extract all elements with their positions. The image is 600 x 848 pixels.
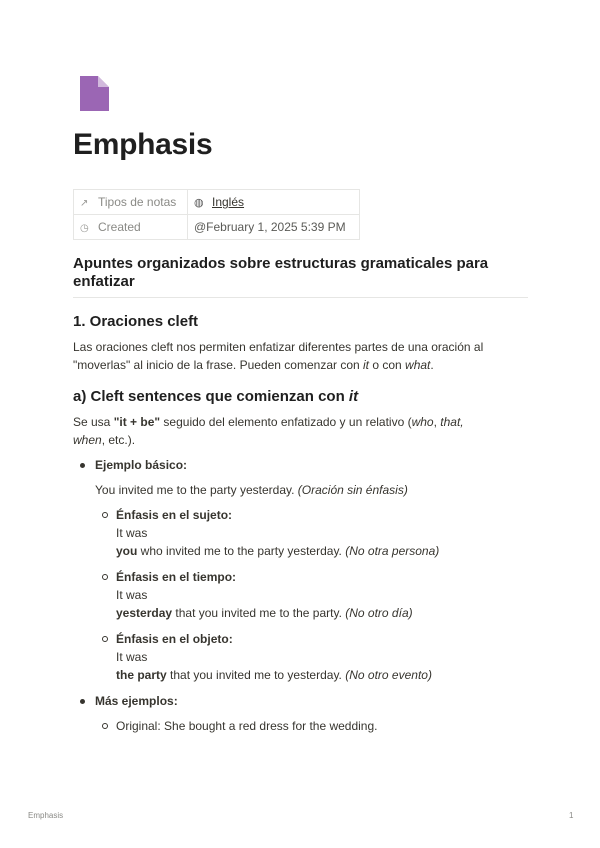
footer-title: Emphasis	[28, 811, 64, 820]
property-value[interactable]	[188, 190, 360, 215]
paragraph-line: when, etc.).	[73, 433, 136, 447]
divider	[73, 297, 528, 298]
arrow-up-right-icon: ↗	[80, 198, 89, 209]
property-value: @February 1, 2025 5:39 PM	[188, 215, 360, 240]
list-item: the party that you invited me to yesterday. (No otro evento)	[116, 668, 432, 682]
list-item-label: Ejemplo básico:	[95, 458, 188, 472]
list-item: you who invited me to the party yesterday. (No otra persona)	[116, 544, 440, 558]
list-item: It was	[116, 526, 148, 540]
paragraph-line: Las oraciones cleft nos permiten enfatizar diferentes partes de una oración al	[73, 340, 484, 354]
properties-table	[73, 189, 360, 240]
bullet	[102, 636, 108, 642]
paragraph-line: Se usa "it + be" seguido del elemento enfatizado y un relativo (who, that,	[73, 415, 464, 429]
bullet	[80, 699, 85, 704]
heading-cleft-it: a) Cleft sentences que comienzan con it	[73, 388, 359, 405]
list-item-label: Énfasis en el tiempo:	[116, 570, 237, 584]
heading-oraciones-cleft: 1. Oraciones cleft	[73, 313, 199, 330]
list-item: It was	[116, 650, 148, 664]
globe-icon: ◍	[194, 197, 204, 209]
page-title: Emphasis	[73, 128, 213, 161]
list-item: You invited me to the party yesterday. (Oración sin énfasis)	[95, 483, 408, 497]
list-item-label: Énfasis en el sujeto:	[116, 508, 233, 522]
tag-link[interactable]: Inglés	[212, 195, 245, 209]
list-item: yesterday that you invited me to the party. (No otro día)	[116, 606, 413, 620]
clock-icon: ◷	[80, 223, 89, 234]
list-item-label: Más ejemplos:	[95, 694, 178, 708]
document-icon	[80, 76, 109, 111]
bullet	[102, 723, 108, 729]
section-heading: Apuntes organizados sobre estructuras gramaticales para enfatizar	[73, 255, 489, 290]
bullet	[102, 574, 108, 580]
property-key: ◷ Created	[74, 215, 188, 240]
bullet	[80, 463, 85, 468]
property-key: ↗ Tipos de notas	[74, 190, 188, 215]
list-item: Original: She bought a red dress for the wedding.	[116, 719, 378, 733]
list-item: It was	[116, 588, 148, 602]
page-number: 1	[569, 811, 574, 820]
paragraph-line: "moverlas" al inicio de la frase. Pueden comenzar con it o con what.	[73, 358, 434, 372]
bullet	[102, 512, 108, 518]
list-item-label: Énfasis en el objeto:	[116, 632, 233, 646]
property-row	[74, 190, 360, 215]
property-row	[74, 215, 360, 240]
